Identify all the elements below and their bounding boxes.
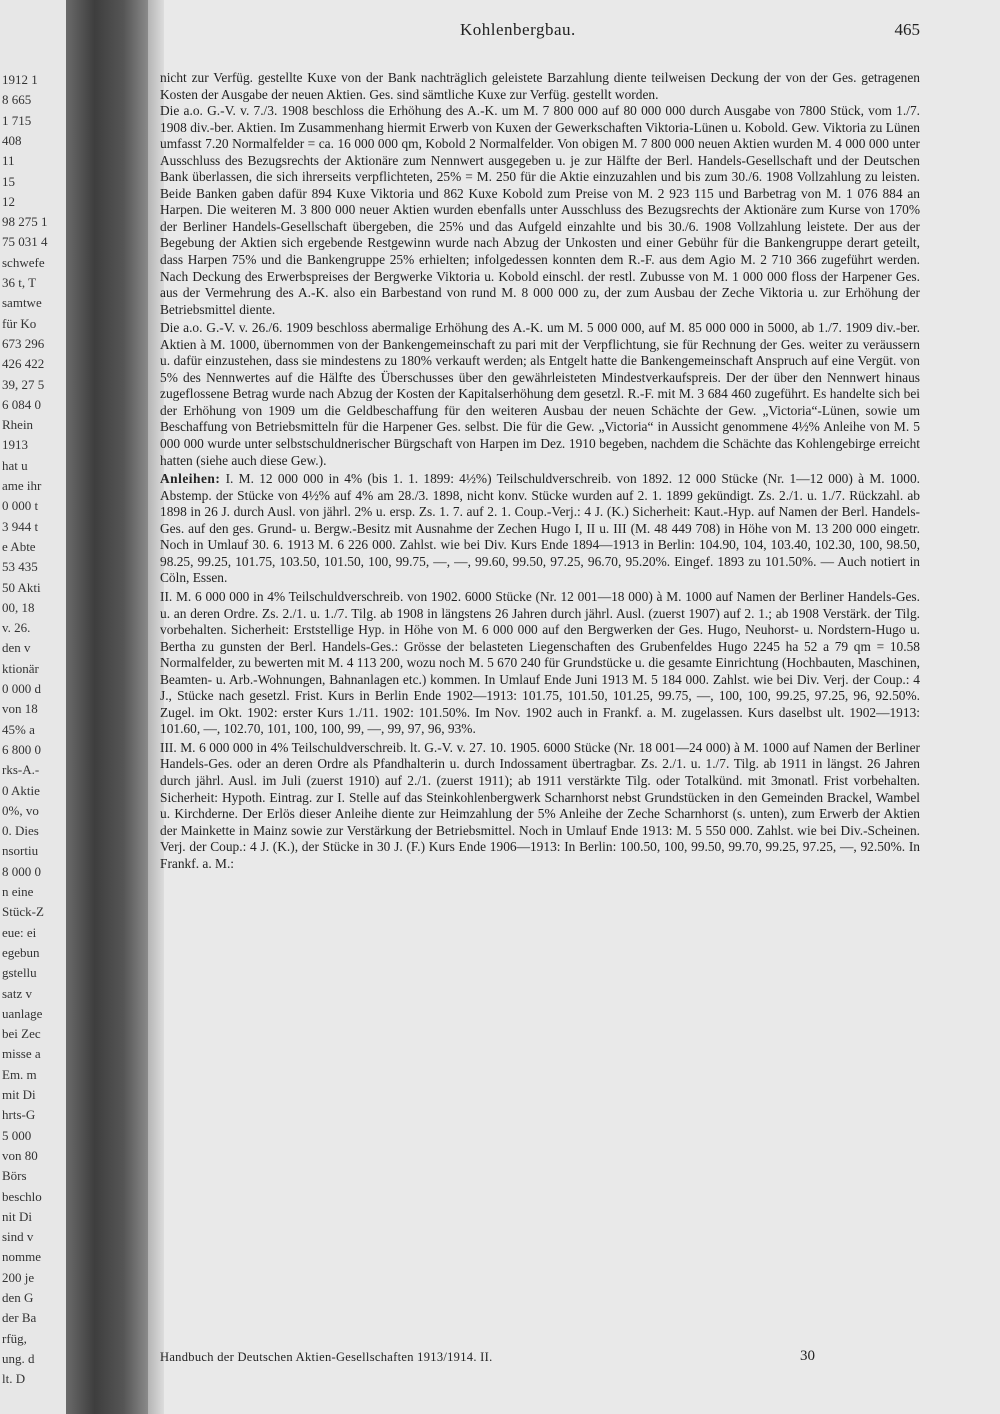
- left-margin-fragment: v. 26.: [2, 620, 31, 635]
- left-margin-fragment: Rhein: [2, 417, 34, 432]
- left-margin-fragment: uanlage: [2, 1006, 43, 1021]
- left-margin-fragment: 45% a: [2, 722, 35, 737]
- left-margin-fragment: 00, 18: [2, 600, 35, 615]
- left-margin-fragment: 8 665: [2, 92, 32, 107]
- running-title: Kohlenbergbau.: [460, 20, 576, 39]
- left-margin-fragment: 8 000 0: [2, 864, 41, 879]
- left-margin-fragment: eue: ei: [2, 925, 37, 940]
- left-margin-fragment: 6 084 0: [2, 397, 41, 412]
- page-header: [160, 20, 920, 44]
- page-body: [160, 70, 920, 872]
- left-margin-fragment: 0%, vo: [2, 803, 39, 818]
- left-margin-fragment: hrts-G: [2, 1107, 36, 1122]
- left-margin-fragment: von 18: [2, 701, 38, 716]
- document-page: [160, 0, 940, 1414]
- left-margin-fragment: 3 944 t: [2, 519, 39, 534]
- left-margin-fragment: für Ko: [2, 316, 37, 331]
- page-footer: [160, 1350, 920, 1370]
- left-margin-fragment: Börs: [2, 1168, 27, 1183]
- left-margin-fragment: e Abte: [2, 539, 36, 554]
- left-margin-fragment: 0 000 t: [2, 498, 39, 513]
- left-margin-fragment: rks-A.-: [2, 762, 40, 777]
- anleihen-paragraph-1: [160, 471, 920, 587]
- left-margin-fragment: ame ihr: [2, 478, 42, 493]
- left-margin-fragment: 1912 1: [2, 72, 38, 87]
- paragraph: Die a.o. G.-V. v. 7./3. 1908 beschloss die Erhöhung des A.-K. um M. 7 800 000 auf 80 000 000 durch Ausgabe von 7800 Stück, vom 1./7. 1908 div.-ber. Aktien. Im Zusammenhang hiermit Erwerb von Kuxen der Gewerkschaften Viktoria-Lünen u. Kobold. Gew. Viktoria zu Lünen umfasst 7.20 Normalfelder = ca. 16 000 000 qm, Kobold 2 Normalfelder. Von obigen M. 7 800 000 neuen Aktien wurden M. 4 000 000 unter Ausschluss des Bezugsrechts der Aktionäre zum Nennwert ausgegeben u. je zur Hälfte der Berl. Handels-Gesellschaft und der Deutschen Bank überlassen, die sich ihrerseits verpflichteten, 25% = M. 250 für die Aktie einzuzahlen und bis zum 30./6. 1908 Vollzahlung zu leisten. Beide Banken gaben dafür 894 Kuxe Viktoria und 862 Kuxe Kobold zum Preise von M. 2 923 115 und Barbetrag von M. 1 076 884 an Harpen. Die weiteren M. 3 800 000 neuer Aktien wurden ebenfalls unter Ausschluss des Bezugsrechts der Aktionäre zum Kurse von 170% der Berliner Handels-Gesellschaft übergeben, die 25% und das Aufgeld einzahlte und bis 30./6. 1908 Vollzahlung leistete. Der aus der Begebung der Aktien sich ergebende Restgewinn wurde nach Abzug der Unkosten und einer Gebühr für die Bankengruppe derart geteilt, dass Harpen 75% und die Bankengruppe 25% erhielten; infolgedessen konnten dem R.-F. aus dem Agio M. 2 710 366 zugeführt werden. Nach Deckung des Erwerbspreises der Bergwerke Viktoria u. Kobold einschl. der restl. Zubusse von M. 1 000 000 floss der Harpener Ges. aus der Vermehrung des A.-K. also ein Barbestand von rund M. 8 000 000 zu, der zum Ausbau der Zeche Viktoria u. zur Erhöhung der Betriebsmittel diente.: [160, 103, 920, 317]
- left-margin-fragment: samtwe: [2, 295, 42, 310]
- left-margin-fragment: 673 296: [2, 336, 45, 351]
- left-margin-fragment: nsortiu: [2, 843, 39, 858]
- left-margin-fragment: lt. D: [2, 1371, 26, 1386]
- left-margin-fragment: Em. m: [2, 1067, 37, 1082]
- left-margin-fragment: schwefe: [2, 255, 45, 270]
- left-margin-fragment: 0 000 d: [2, 681, 41, 696]
- left-margin-fragment: satz v: [2, 986, 32, 1001]
- left-margin-fragment: 200 je: [2, 1270, 35, 1285]
- anleihen-paragraph-2: II. M. 6 000 000 in 4% Teilschuldverschreib. von 1902. 6000 Stücke (Nr. 12 001—18 000) à M. 1000 auf Namen der Berliner Handels-Ges. u. an deren Ordre. Zs. 2./1. u. 1./7. Tilg. ab 1908 in längstens 26 Jahren durch jährl. Ausl. (zuerst 1907) auf 2. 1.; ab 1908 Verstärk. der Tilg. vorbehalten. Sicherheit: Erststellige Hyp. in Höhe von M. 6 000 000 auf den Bergwerken der Ges. Hugo, Neuhorst- u. Nordstern-Hugo u. Bertha zu gunsten der Berl. Handels-Ges.: Grösse der belasteten Liegenschaften des Grubenfeldes Hugo 2245 ha 52 a 79 qm = 10.58 Normalfelder, zu bewerten mit M. 4 113 200, wozu noch M. 5 670 240 für Grundstücke u. die gesamte Einrichtung (Hochbauten, Maschinen, Beamten- u. Arb.-Wohnungen, Bahnanlagen etc.) kommen. In Umlauf Ende Juni 1913 M. 5 184 000. Zahlst. wie bei Div. Verj. der Coup.: 4 J., Stücke nach gesetzl. Frist. Kurs in Berlin Ende 1902—1913: 101.75, 101.50, 101.25, 99.75, —, 100, 100, 99.25, 97.25, 96, 92.50%. Zugel. im Okt. 1902: erster Kurs 1./11. 1902: 101.50%. Im Nov. 1902 auch in Frankf. a. M. zugelassen. Kurs daselbst ult. 1902—1913: 101.60, —, 102.70, 101, 100, 100, 99, —, 99, 97, 96, 93%.: [160, 588, 920, 737]
- left-margin-fragment: der Ba: [2, 1310, 37, 1325]
- left-margin-fragment: 98 275 1: [2, 214, 48, 229]
- left-margin-fragment: 75 031 4: [2, 234, 48, 249]
- left-margin-fragment: 36 t, T: [2, 275, 37, 290]
- left-margin-fragment: ktionär: [2, 661, 39, 676]
- left-margin-fragment: ung. d: [2, 1351, 35, 1366]
- left-margin-fragment: 0 Aktie: [2, 783, 40, 798]
- page-number: 465: [894, 20, 920, 39]
- left-margin-fragment: 53 435: [2, 559, 38, 574]
- left-margin-fragment: n eine: [2, 884, 34, 899]
- book-gutter: [66, 0, 148, 1414]
- footer-signature: 30: [800, 1348, 815, 1364]
- left-margin-fragment: rfüg,: [2, 1331, 27, 1346]
- left-margin-fragment: 12: [2, 194, 15, 209]
- anleihen-text: I. M. 12 000 000 in 4% (bis 1. 1. 1899: 4½%) Teilschuldverschreib. von 1892. 12 000 Stücke (Nr. 1—12 000) à M. 1000. Abstemp. der Stücke von 4½% auf 4% am 28./3. 1898, nicht konv. Stücke wurden auf 2. 1. 1899 gekündigt. Zs. 2./1. u. 1./7. Rückzahl. ab 1898 in 26 J. durch Ausl. von jährl. 2% u. ersp. Zs. 1. 7. auf 2. 1. Coup.-Verj.: 4 J. (K.) Sicherheit: Kaut.-Hyp. auf Namen der Berl. Handels-Ges. auf den ges. Grund- u. Bergw.-Besitz mit Ausnahme der Zechen Hugo I, II u. III (M. 48 449 708) in Höhe von M. 13 200 000 eingetr. Noch in Umlauf 30. 6. 1913 M. 6 226 000. Zahlst. wie bei Div. Kurs Ende 1894—1913 in Berlin: 104.90, 104, 103.40, 102.30, 100, 98.50, 98.25, 99.25, 101.75, 103.50, 101.50, 100, 99.75, —, —, 99.60, 99.50, 97.25, 96.70, 95.20%. Eingef. 1893 zu 101.50%. — Auch notiert in Cöln, Essen.: [160, 471, 920, 586]
- left-margin-fragment: 50 Akti: [2, 580, 41, 595]
- left-margin-fragment: hat u: [2, 458, 28, 473]
- left-margin-fragment: sind v: [2, 1229, 34, 1244]
- left-margin-fragment: von 80: [2, 1148, 38, 1163]
- left-margin-fragment: 39, 27 5: [2, 377, 45, 392]
- left-margin-fragment: 426 422: [2, 356, 45, 371]
- left-margin-fragment: den G: [2, 1290, 34, 1305]
- left-margin-fragment: nomme: [2, 1249, 41, 1264]
- left-margin-fragment: 0. Dies: [2, 823, 39, 838]
- left-margin-fragment: Stück-Z: [2, 904, 44, 919]
- paragraph: nicht zur Verfüg. gestellte Kuxe von der Bank nachträglich geleistete Barzahlung diente teilweisen Deckung der von der Ges. getragenen Kosten der Ausgabe der neuen Aktien. Ges. sind sämtliche Kuxe zur Verfüg. gestellt worden.: [160, 70, 920, 102]
- left-margin-fragment: beschlo: [2, 1189, 42, 1204]
- left-margin-fragment: 1913: [2, 437, 28, 452]
- anleihen-paragraph-3: III. M. 6 000 000 in 4% Teilschuldverschreib. lt. G.-V. v. 27. 10. 1905. 6000 Stücke (Nr. 18 001—24 000) à M. 1000 auf Namen der Berliner Handels-Ges. oder an deren Ordre als Pfandhalterin u. durch Indossament übertragbar. Zs. 2./1. u. 1./7. Tilg. ab 1911 in längst. 26 Jahren durch jährl. Ausl. im Juli (zuerst 1910) auf 2./1. (zuerst 1911); ab 1911 verstärkte Tilg. oder Totalkünd. mit 3monatl. Frist vorbehalten. Sicherheit: Hypoth. Eintrag. zur I. Stelle auf das Steinkohlenbergwerk Scharnhorst nebst Grundstücken in den Gemeinden Brackel, Wambel u. Kirchderne. Der Erlös dieser Anleihe diente zur Heimzahlung der 5% Anleihe der Zeche Scharnhorst (s. unten), zum Erwerb der Aktien der Mainkette in Mainz sowie zur Verstärkung der Betriebsmittel. Noch in Umlauf Ende 1913: M. 5 550 000. Zahlst. wie bei Div.-Scheinen. Verj. der Coup.: 4 J. (K.), der Stücke in 30 J. (F.) Kurs Ende 1906—1913: In Berlin: 100.50, 100, 99.50, 99.70, 99.25, 97.25, —, 92.50%. In Frankf. a. M.:: [160, 739, 920, 871]
- left-margin-fragment: gstellu: [2, 965, 37, 980]
- adjacent-page-strip: [0, 0, 66, 1414]
- left-margin-fragment: misse a: [2, 1046, 41, 1061]
- left-margin-fragment: 11: [2, 153, 15, 168]
- left-margin-fragment: 408: [2, 133, 22, 148]
- left-margin-fragment: bei Zec: [2, 1026, 41, 1041]
- left-margin-fragment: den v: [2, 640, 31, 655]
- left-margin-fragment: 15: [2, 174, 15, 189]
- paragraph: Die a.o. G.-V. v. 26./6. 1909 beschloss abermalige Erhöhung des A.-K. um M. 5 000 000, auf M. 85 000 000 in 5000, ab 1./7. 1909 div.-ber. Aktien à M. 1000, übernommen von der Bankengemeinschaft zu pari mit der Verpflichtung, sie für Rechnung der Ges. weiter zu veräussern u. dafür einzustehen, dass sie mindestens zu 180% verkauft werden; als Entgelt hatte die Bankengemeinschaft Anspruch auf eine Vergüt. von 5% des Nennwertes auf die Hälfte des Überschusses über den gewährleisteten Mindestverkaufspreis. Der der über den Nennwert hinaus zugeflossene Betrag wurde nach Abzug der Kosten der Kapitalserhöhung dem gesetzl. R.-F. mit M. 3 684 460 zugeführt. Es handelte sich bei der Erhöhung von 1909 um die Geldbeschaffung für den weiteren Ausbau der neuen Schächte der Gew. „Victoria“-Lünen, sowie um Beschaffung von Betriebsmitteln für die Harpener Ges. selbst. Die für die Gew. „Victoria“ in Aussicht genommene 4½% Anleihe von M. 5 000 000 wurde unter selbstschuldnerischer Bürgschaft von Harpen im Dez. 1910 begeben, nachdem die Schächte das Kohlengebirge erreicht hatten (siehe auch diese Gew.).: [160, 320, 920, 468]
- anleihen-heading: Anleihen:: [160, 471, 221, 487]
- footer-source: Handbuch der Deutschen Aktien-Gesellschaften 1913/1914. II.: [160, 1350, 493, 1364]
- left-margin-fragment: mit Di: [2, 1087, 36, 1102]
- left-margin-fragment: 1 715: [2, 113, 32, 128]
- left-margin-fragment: egebun: [2, 945, 40, 960]
- left-margin-fragment: 6 800 0: [2, 742, 41, 757]
- left-margin-fragment: nit Di: [2, 1209, 32, 1224]
- left-margin-fragment: 5 000: [2, 1128, 32, 1143]
